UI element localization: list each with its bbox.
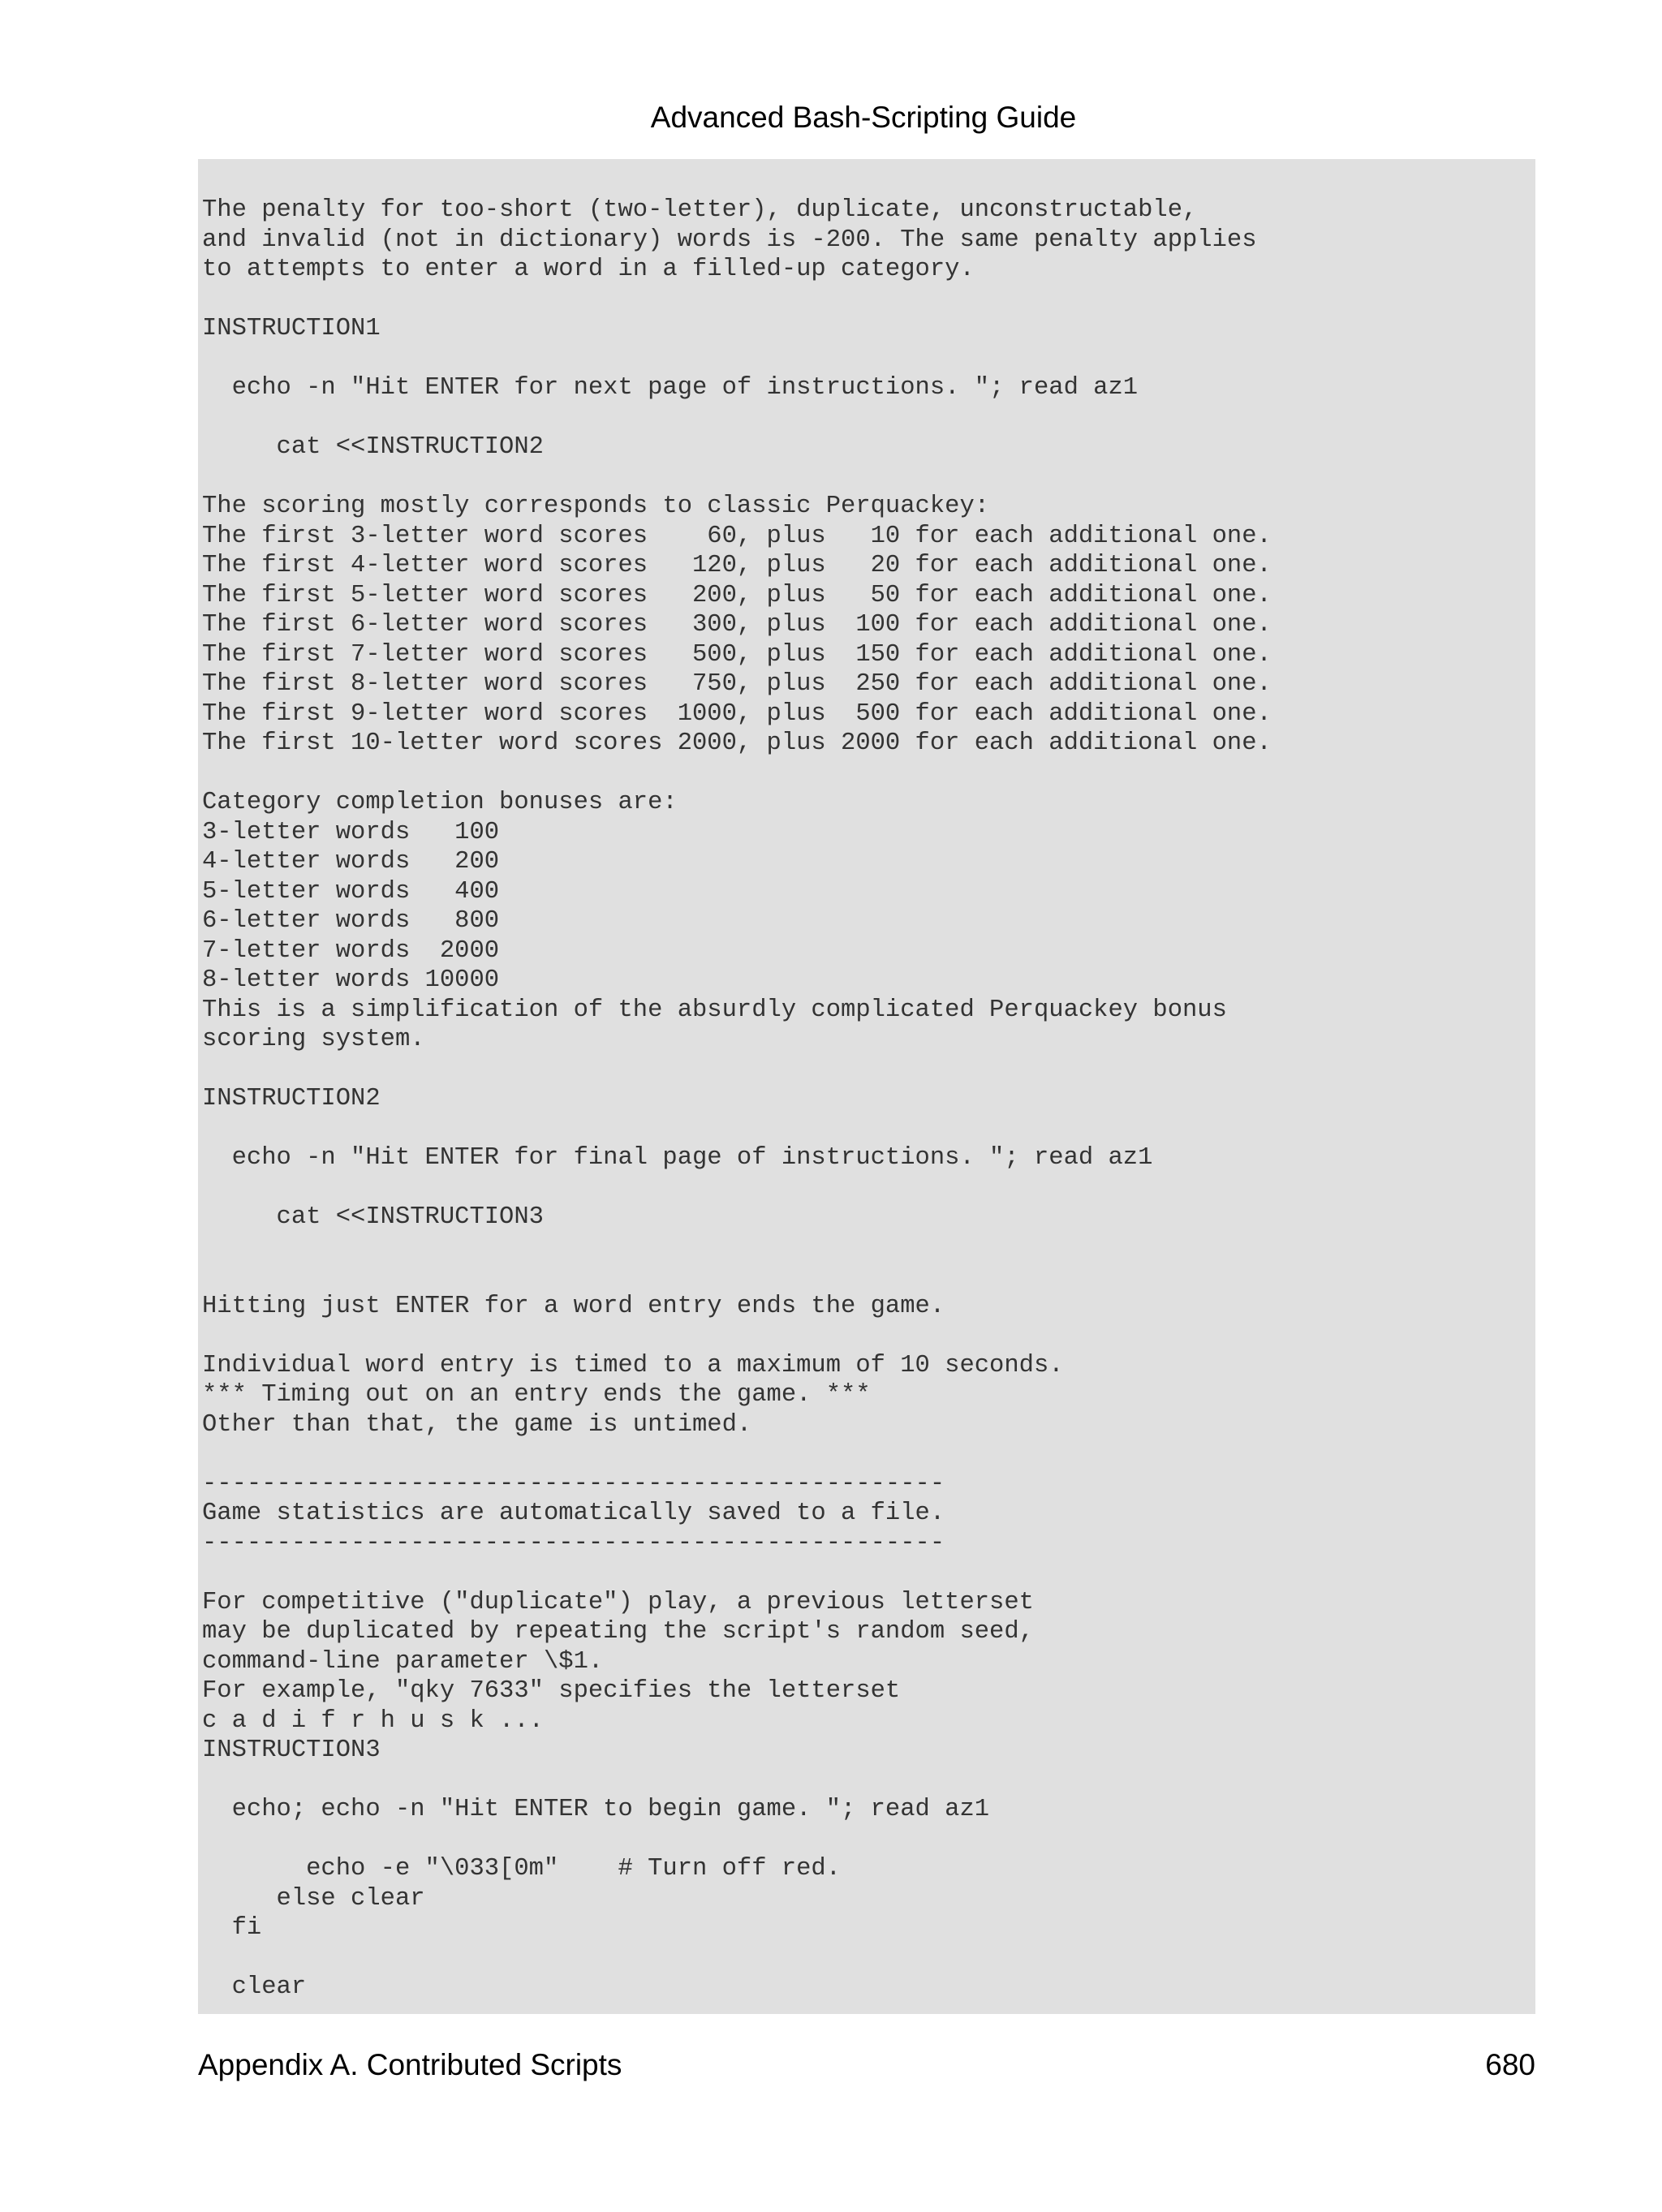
code-listing: [198, 159, 1535, 2014]
code-text: The penalty for too-short (two-letter), duplicate, unconstructable, and invalid (not in dictionary) words is -200. The same penalty applies to attempts to enter a word in a filled-up category. INSTRUCTION1 echo -n "Hit ENTER for next page of instructions. "; read az1 cat <<INSTRUCTION2 The scoring mostly corresponds to classic Perquackey: The first 3-letter word scores 60, plus 10 for each additional one. The first 4-letter word scores 120, plus 20 for each additional one. The first 5-letter word scores 200, plus 50 for each additional one. The first 6-letter word scores 300, plus 100 for each additional one. The first 7-letter word scores 500, plus 150 for each additional one. The first 8-letter word scores 750, plus 250 for each additional one. The first 9-letter word scores 1000, plus 500 for each additional one. The first 10-letter word scores 2000, plus 2000 for each additional one. Category completion bonuses are: 3-letter words 100 4-letter words 200 5-letter words 400 6-letter words 800 7-letter words 2000 8-letter words 10000 This is a simplification of the absurdly complicated Perquackey bonus scoring system. INSTRUCTION2 echo -n "Hit ENTER for final page of instructions. "; read az1 cat <<INSTRUCTION3 Hitting just ENTER for a word entry ends the game. Individual word entry is timed to a maximum of 10 seconds. *** Timing out on an entry ends the game. *** Other than that, the game is untimed. -------------------------------------------------- Game statistics are automatically saved to a file. -------------------------------------------------- For competitive ("duplicate") play, a previous letterset may be duplicated by repeating the script's random seed, command-line parameter \$1. For example, "qky 7633" specifies the letterset c a d i f r h u s k ... INSTRUCTION3 echo; echo -n "Hit ENTER to begin game. "; read az1 echo -e "\033[0m" # Turn off red. else clear fi clear: [202, 196, 1272, 2001]
page-header-title: Advanced Bash-Scripting Guide: [650, 101, 1077, 134]
page-footer: [198, 2045, 1535, 2085]
footer-section-title: Appendix A. Contributed Scripts: [198, 2048, 622, 2081]
footer-page-number: 680: [1485, 2048, 1535, 2081]
